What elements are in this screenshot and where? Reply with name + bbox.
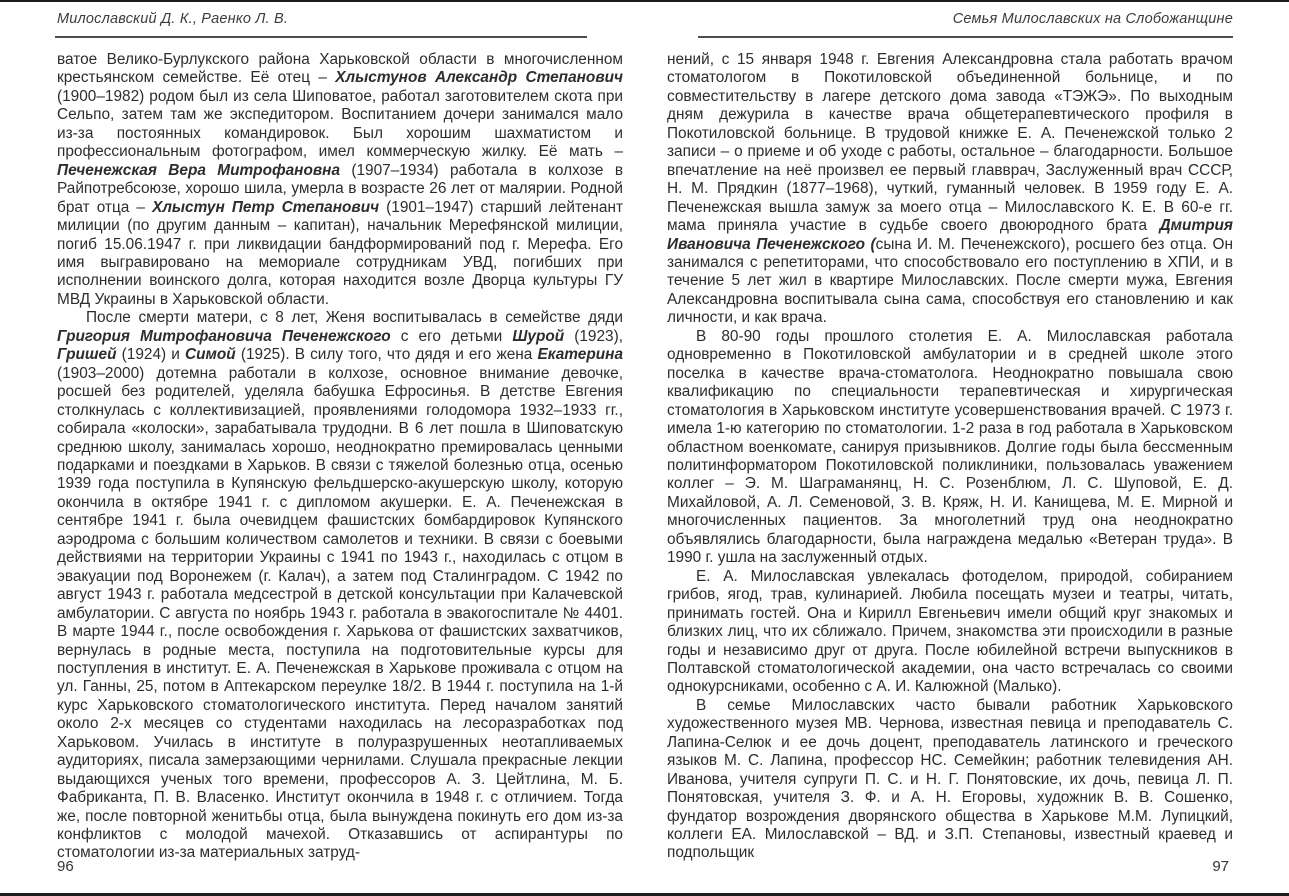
body-text-run: В 80-90 годы прошлого столетия Е. А. Милославская работала одновременно в Покотиловской амбулатории и в средней школе этого поселка в качестве врача-стоматолога. Неоднократно повышала свою квалификацию по специальности терапевтическая и хирургическая стоматология в Харьковском институте усовершенствования врачей. С 1973 г. имела 1-ю категорию по стоматологии. 1-2 раза в год работала в Харьковском областном военкомате, санируя призывников. Долгие годы была бессменным политинформатором Покотиловской поликлиники, пользовалась уважением коллег – Э. М. Шаграманянц, Н. С. Розенблюм, Л. С. Шуповой, Е. Д. Михайловой, А. Л. Семеновой, З. В. Кряж, Н. И. Канищева, М. Е. Мирной и многочисленных пациентов. За многолетний труд она неоднократно объявлялись благодарности, была награждена медалью «Ветеран труда». В 1990 г. ушла на заслуженный отдых. xyxy=(667,327,1233,567)
page-number-right: 97 xyxy=(1212,858,1229,875)
body-text-run: (1907–1934) работала в колхозе в Райпотребсоюзе, хорошо шила, умерла в возрасте 26 лет от малярии. Родной брат отца – xyxy=(57,161,623,216)
body-text-run: (1901–1947) старший лейтенант милиции (по другим данным – капитан), начальник Мерефянской милиции, погиб 15.06.1947 г. при ликвидации бандформирований под г. Мерефа. Его имя выгравировано на мемориале сотрудникам УВД, погибших при исполнении воинского долга, которая находится возле Дворца культуры ГУ МВД Украины в Харьковской области. xyxy=(57,198,623,308)
running-header-chapter-title: Семья Милославских на Слобожанщине xyxy=(952,11,1233,27)
person-name-emphasis: Григория Митрофановича Печенежского xyxy=(57,327,391,345)
body-text-run: (1925). В силу того, что дядя и его жена xyxy=(235,346,538,364)
body-text-run: с его детьми xyxy=(390,327,513,345)
paragraph xyxy=(667,328,1233,568)
header-rule-left xyxy=(55,36,587,38)
body-text-run: После смерти матери, с 8 лет, Женя воспитывалась в семействе дяди xyxy=(86,309,623,327)
body-text-run: (1923), xyxy=(564,327,623,345)
running-header-authors: Милославский Д. К., Раенко Л. В. xyxy=(57,11,289,27)
paragraph xyxy=(57,51,623,309)
person-name-emphasis: Хлыстунов Александр Степанович xyxy=(335,69,623,87)
header-rule-right xyxy=(698,36,1233,38)
paragraph xyxy=(667,568,1233,697)
person-name-emphasis: Дмитрия Ивановича Печенежского ( xyxy=(667,217,1233,253)
body-text-run: (1924) и xyxy=(116,346,185,364)
person-name-emphasis: Шурой xyxy=(512,327,565,345)
person-name-emphasis: Печенежская Вера Митрофановна xyxy=(57,161,341,179)
body-text-run: Е. А. Милославская увлекалась фотоделом, природой, собиранием грибов, ягод, трав, кулинарией. Любила посещать музеи и театры, читать, принимать гостей. Она и Кирилл Евгеньевич имели общий круг знакомых и близких лиц, что их сближало. Причем, знакомства эти происходили в разные годы и независимо друг от друга. После юбилейной встречи выпускников в Полтавской стоматологической академии, она часто встречалась со своими однокурсниками, особенно с А. И. Калюжной (Малько). xyxy=(667,567,1233,696)
body-text-run: сына И. М. Печенежского), росшего без отца. Он занимался с репетиторами, что способствовало его поступлению в ХПИ, и в течение 5 лет жил в квартире Милославских. После смерти мужа, Евгения Александровна воспитывала сына сама, способствуя его становлению и как личности, и как врача. xyxy=(667,235,1233,327)
person-name-emphasis: Гришей xyxy=(57,346,117,364)
paragraph xyxy=(667,51,1233,328)
body-text-run: В семье Милославских часто бывали работник Харьковского художественного музея МВ. Чернова, известная певица и преподаватель С. Лапина-Селюк и ее дочь доцент, преподаватель латинского и греческого языков М. С. Лапина, профессор НС. Семейкин; работник телевидения АН. Иванова, учителя супруги П. С. и Н. Г. Понятовские, их дочь, певица Л. П. Понятовская, учителя З. Ф. и А. Н. Егоровы, художник В. В. Сошенко, фундатор возрождения дворянского общества в Харькове М.М. Лупицкий, коллеги ЕА. Милославской – ВД. и З.П. Степановы, известный краевед и подпольщик xyxy=(667,696,1233,862)
page-number-left: 96 xyxy=(57,858,74,875)
scan-top-edge xyxy=(0,0,1289,2)
body-text-run: ватое Велико-Бурлукского района Харьковской области в многочисленном крестьянском семействе. Её отец – xyxy=(57,51,623,87)
person-name-emphasis: Хлыстун Петр Степанович xyxy=(152,198,380,216)
person-name-emphasis: Екатерина xyxy=(537,346,623,364)
page-right-text-column xyxy=(667,51,1233,863)
paragraph xyxy=(667,697,1233,863)
body-text-run: (1903–2000) дотемна работали в колхозе, основное внимание девочке, росшей без родителей, уделяла бабушка Ефросинья. В детстве Евгения столкнулась с коллективизацией, проявлениями голодомора 1932–1933 гг., собирала «колоски», зарабатывала трудодни. В 6 лет пошла в Шиповатскую среднюю школу, занималась хорошо, неоднократно премировалась ценными подарками и поездками в Харьков. В связи с тяжелой болезнью отца, осенью 1939 года поступила в Купянскую фельдшерско-акушерскую школу, которую окончила в октябре 1941 г. с дипломом акушерки. Е. А. Печенежская в сентябре 1941 г. была очевидцем фашистских бомбардировок Купянского аэродрома с большим количеством самолетов и техники. В связи с боевыми действиями на территории Украины с 1941 по 1943 г., находилась с отцом в эвакуации под Воронежем (г. Калач), а затем под Сталинградом. С 1942 по август 1943 г. работала медсестрой в детской консультации при Калачевской амбулатории. С августа по ноябрь 1943 г. работала в эвакогоспитале № 4401. В марте 1944 г., после освобождения г. Харькова от фашистских захватчиков, вернулась в родные места, поступила на подготовительные курсы для поступления в институт. Е. А. Печенежская в Харькове проживала с отцом на ул. Ганны, 25, потом в Аптекарском переулке 18/2. В 1944 г. поступила на 1-й курс Харьковского стоматологического института. Перед началом занятий около 2-х месяцев со студентами находилась на лесоразработках под Харьковом. Училась в институте в полуразрушенных неотапливаемых аудиториях, писала замерзающими чернилами. Слушала прекрасные лекции выдающихся ученых того времени, профессоров А. З. Цейтлина, М. Б. Фабриканта, П. В. Власенко. Институт окончила в 1948 г. с отличием. Тогда же, после повторной женитьбы отца, была вынуждена покинуть его дом из-за конфликтов с молодой мачехой. Отказавшись от аспирантуры по стоматологии из-за материальных затруд- xyxy=(57,364,623,862)
person-name-emphasis: Симой xyxy=(184,346,236,364)
page-left-text-column xyxy=(57,51,623,863)
paragraph xyxy=(57,309,623,863)
body-text-run: нений, с 15 января 1948 г. Евгения Александровна стала работать врачом стоматологом в Покотиловской объединенной больнице, и по совместительству в лагере детского дома завода «ТЭЖЭ». По выходным дням дежурила в качестве врача общетерапевтического профиля в Покотиловской больнице. В трудовой книжке Е. А. Печенежской только 2 записи – о приеме и об уходе с работы, остальное – благодарности. Большое впечатление на неё произвел ее первый главврач, Заслуженный врач СССР, Н. М. Прядкин (1877–1968), чуткий, гуманный человек. В 1959 году Е. А. Печенежская вышла замуж за моего отца – Милославского К. Е. В 60-е гг. мама приняла участие в судьбе своего двоюродного брата xyxy=(667,51,1233,235)
body-text-run: (1900–1982) родом был из села Шиповатое, работал заготовителем скота при Сельпо, затем там же экспедитором. Воспитанием дочери занимался мало из-за постоянных командировок. Был хорошим шахматистом и профессиональным фотографом, имел коммерческую жилку. Её мать – xyxy=(57,87,623,161)
